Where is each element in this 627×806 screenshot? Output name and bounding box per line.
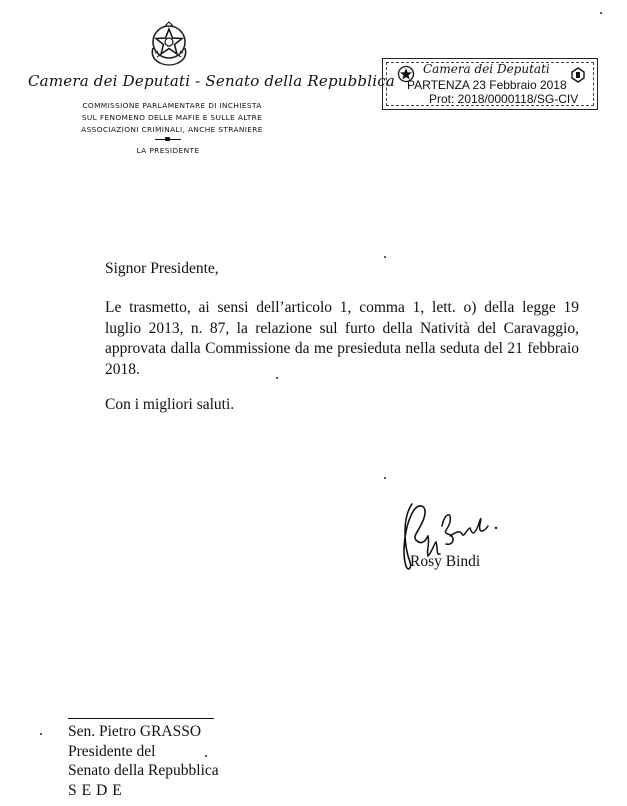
scan-speck	[276, 377, 278, 379]
body-line: 2018.	[105, 360, 140, 378]
recipient-name: Sen. Pietro GRASSO	[68, 723, 202, 740]
committee-line: SUL FENOMENO DELLE MAFIE E SULLE ALTRE	[81, 113, 263, 122]
scan-speck	[384, 256, 386, 258]
salutation: Signor Presidente,	[105, 260, 219, 277]
recipient-role: Presidente del	[68, 742, 156, 760]
body-line: luglio 2013, n. 87, la relazione sul furto della Natività del Caravaggio,	[105, 319, 579, 337]
stamp-chamber-name: Camera dei Deputati	[423, 62, 550, 76]
body-line: approvata dalla Commissione da me presieduta nella seduta del 21 febbraio	[105, 340, 579, 357]
recipient-address	[68, 722, 219, 800]
recipient-institution: Senato della Repubblica	[68, 762, 219, 779]
recipient-place: SEDE	[68, 781, 127, 799]
scan-speck	[384, 477, 386, 479]
letter-body	[105, 298, 579, 380]
stamp-protocol-number: Prot: 2018/0000118/SG-CIV	[429, 92, 579, 106]
signer-name: Rosy Bindi	[410, 553, 481, 570]
scan-speck	[40, 733, 42, 735]
committee-line: COMMISSIONE PARLAMENTARE DI INCHIESTA	[82, 101, 262, 110]
scan-speck	[600, 12, 602, 14]
scan-speck	[205, 755, 207, 757]
recipient-rule	[68, 718, 214, 719]
closing: Con i migliori saluti.	[105, 396, 235, 413]
stamp-departure-date: PARTENZA 23 Febbraio 2018	[407, 78, 567, 92]
header-divider-ornament	[165, 137, 170, 141]
committee-name	[52, 100, 292, 136]
protocol-stamp	[382, 58, 598, 110]
president-label: LA PRESIDENTE	[136, 146, 200, 155]
committee-line: ASSOCIAZIONI CRIMINALI, ANCHE STRANIERE	[81, 125, 263, 134]
body-line: Le trasmetto, ai sensi dell’articolo 1, comma 1, lett. o) della legge 19	[105, 299, 579, 316]
barcode-logo-icon	[571, 67, 585, 83]
institution-heading: Camera dei Deputati - Senato della Repubblica	[28, 72, 395, 90]
italian-republic-emblem-icon	[144, 18, 194, 68]
